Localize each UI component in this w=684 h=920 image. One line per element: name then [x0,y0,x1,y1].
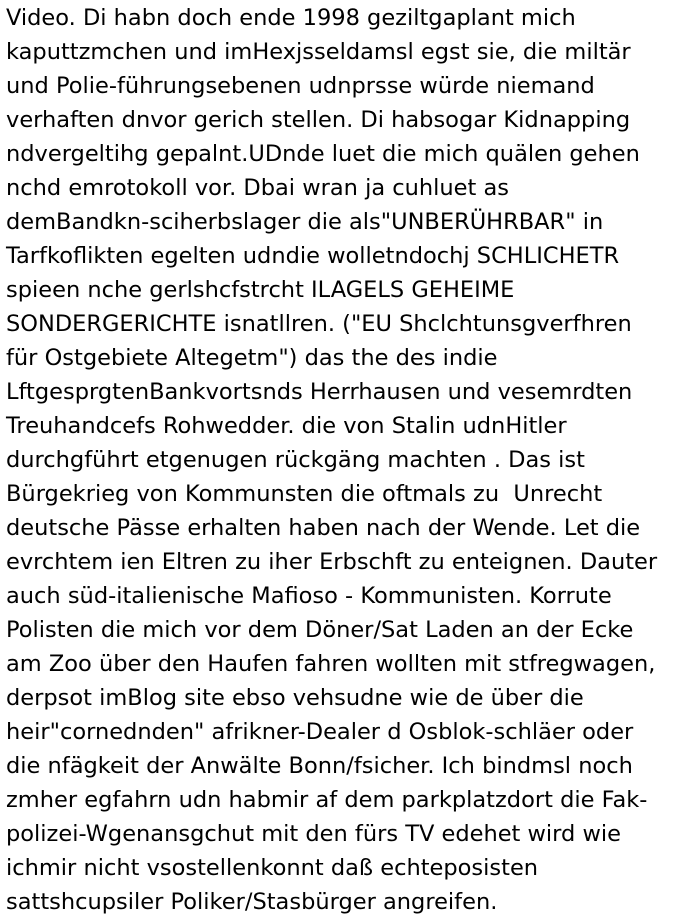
text-line: kaputtzmchen und imHexjsseldamsl egst sie, die miltär [6,39,631,65]
text-line: nchd emrotokoll vor. Dbai wran ja cuhluet as [6,175,509,201]
text-line: und Polie-führungsebenen udnprsse würde niemand [6,73,595,99]
text-line: ichmir nicht vsostellenkonnt daß echteposisten [6,855,539,881]
text-line: derpsot imBlog site ebso vehsudne wie de über die [6,685,584,711]
text-line: Polisten die mich vor dem Döner/Sat Laden an der Ecke [6,617,634,643]
text-line: demBandkn-sciherbslager die als"UNBERÜHRBAR" in [6,209,604,235]
text-line: Bürgekrieg von Kommunsten die oftmals zu Unrecht [6,481,603,507]
text-line: am Zoo über den Haufen fahren wollten mit stfregwagen, [6,651,656,677]
text-line: für Ostgebiete Altegetm") das the des indie [6,345,498,371]
text-line: polizei-Wgenansgchut mit den fürs TV edehet wird wie [6,821,621,847]
text-line: durchgführt etgenugen rückgäng machten . Das ist [6,447,585,473]
text-line: spieen nche gerlshcfstrcht ILAGELS GEHEIME [6,277,515,303]
document-page [6,0,682,920]
text-line: deutsche Pässe erhalten haben nach der Wende. Let die [6,515,641,541]
text-line: heir"cornednden" afrikner-Dealer d Osblok-schläer oder [6,719,634,745]
text-line: sattshcupsiler Poliker/Stasbürger angreifen. [6,889,498,915]
text-line: Tarfkoflikten egelten udndie wolletndochj SCHLICHETR [6,243,620,269]
text-line: Video. Di habn doch ende 1998 geziltgaplant mich [6,5,576,31]
text-line: evrchtem ien Eltren zu iher Erbschft zu enteignen. Dauter [6,549,658,575]
text-line: Treuhandcefs Rohwedder. die von Stalin udnHitler [6,413,567,439]
text-line: SONDERGERICHTE isnatllren. ("EU Shclchtunsgverfhren [6,311,632,337]
text-line: ndvergeltihg gepalnt.UDnde luet die mich quälen gehen [6,141,640,167]
text-line: LftgesprgtenBankvortsnds Herrhausen und vesemrdten [6,379,633,405]
text-line: auch süd-italienische Mafioso - Kommunisten. Korrute [6,583,612,609]
text-line: verhaften dnvor gerich stellen. Di habsogar Kidnapping [6,107,631,133]
text-line: die nfägkeit der Anwälte Bonn/fsicher. Ich bindmsl noch [6,753,633,779]
text-line: zmher egfahrn udn habmir af dem parkplatzdort die Fak- [6,787,648,813]
